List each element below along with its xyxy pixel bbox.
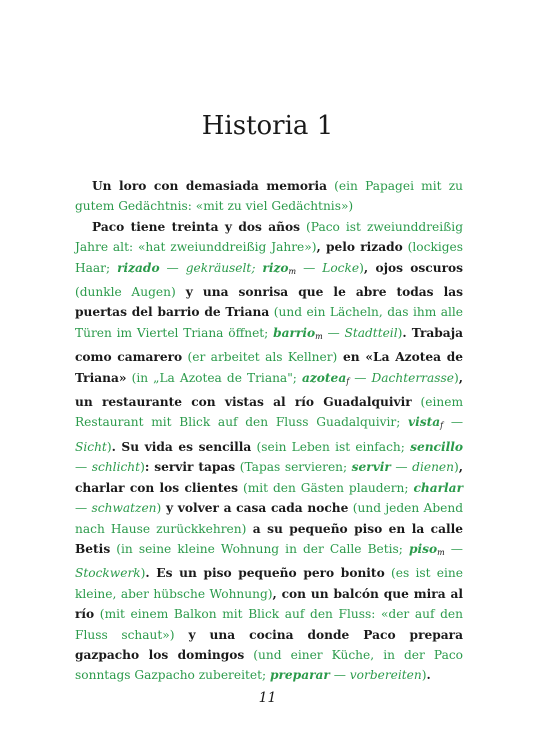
gender-marker: m — [315, 331, 323, 341]
german-gloss: (und einer Küche, in der Paco sonntags Gazpacho zubereitet; — [75, 647, 463, 683]
german-gloss: (dunkle Augen) — [75, 285, 176, 300]
german-gloss: (in „La Azotea de Triana"; — [126, 370, 302, 385]
paragraph — [75, 217, 463, 686]
vocab-translation: — Stockwerk — [75, 541, 463, 581]
spanish-text: , charlar con los clientes — [75, 460, 463, 495]
vocab-word: azotea — [301, 370, 347, 385]
german-gloss: ) — [397, 325, 403, 340]
german-gloss: (Paco ist zweiunddreißig Jahre alt: «hat zweiunddreißig Jahre») — [75, 219, 463, 255]
german-gloss: (und jeden Abend nach Hause zurückkehren) — [75, 501, 463, 536]
vocab-translation: — schlicht — [75, 460, 141, 475]
spanish-text: , pelo rizado — [316, 240, 403, 255]
german-gloss: (ein Papagei mit zu gutem Gedächtnis: «mit zu viel Gedächtnis») — [75, 179, 463, 214]
german-gloss: (und ein Lächeln, das ihm alle Türen im Viertel Triana öffnet; — [75, 305, 463, 340]
vocab-word: servir — [351, 460, 391, 475]
vocab-word: rizado — [117, 260, 160, 275]
german-gloss: (er arbeitet als Kellner) — [182, 350, 338, 365]
german-gloss: ) — [453, 460, 459, 475]
german-gloss: (einem Restaurant mit Blick auf den Fluss Guadalquivir; — [75, 395, 464, 430]
spanish-text: , ojos oscuros — [363, 260, 463, 275]
spanish-text: . Es un piso pequeño pero bonito — [145, 566, 385, 581]
german-gloss: (lockiges Haar; — [75, 240, 463, 275]
german-gloss: ) — [140, 460, 145, 475]
gender-marker: f — [346, 376, 350, 386]
vocab-translation: — Locke — [296, 260, 360, 275]
german-gloss: ) — [106, 439, 112, 454]
vocab-word: barrio — [273, 325, 316, 340]
vocab-word: rizo — [262, 260, 289, 275]
spanish-text: . Trabaja como camarero — [75, 325, 463, 365]
vocab-translation: — Stadtteil — [322, 325, 398, 340]
german-gloss: (mit den Gästen plaudern; — [238, 480, 414, 495]
vocab-translation: — schwatzen — [75, 501, 157, 516]
page-number: 11 — [258, 690, 277, 706]
german-gloss: ) — [359, 260, 364, 275]
gender-marker: f — [440, 421, 444, 431]
vocab-translation: — dienen — [390, 460, 454, 475]
gender-marker: m — [437, 547, 445, 557]
paragraph — [75, 176, 463, 217]
vocab-translation: — gekräuselt; — [159, 260, 263, 275]
spanish-text: . — [426, 668, 431, 683]
german-gloss: (sein Leben ist einfach; — [251, 439, 411, 454]
german-gloss: ) — [453, 370, 459, 385]
german-gloss: ) — [421, 668, 427, 683]
german-gloss: (es ist eine kleine, aber hübsche Wohnung) — [75, 566, 463, 601]
spanish-text: Un loro con demasiada memoria — [92, 179, 327, 193]
vocab-word: piso — [408, 541, 438, 556]
spanish-text: y una sonrisa que le abre todas las puertas del barrio de Triana — [75, 285, 463, 320]
vocab-translation: — Dachterrasse — [349, 370, 454, 385]
german-gloss: (in seine kleine Wohnung in der Calle Betis; — [110, 541, 409, 556]
german-gloss: ) — [156, 501, 162, 516]
spanish-text: Paco tiene treinta y dos años — [92, 219, 301, 234]
chapter-title: Historia 1 — [201, 111, 334, 141]
vocab-translation: — vorbereiten — [329, 668, 422, 683]
spanish-text: , un restaurante con vistas al río Guadalquivir — [75, 370, 463, 410]
vocab-word: sencillo — [410, 439, 463, 454]
spanish-text: y volver a casa cada noche — [161, 501, 349, 516]
spanish-text: . Su vida es sencilla — [111, 439, 252, 454]
vocab-translation: — Sicht — [75, 415, 464, 454]
spanish-text: : servir tapas — [144, 460, 236, 475]
gender-marker: m — [288, 266, 297, 276]
vocab-word: preparar — [269, 668, 330, 683]
vocab-word: charlar — [413, 480, 463, 495]
vocab-word: vista — [408, 415, 441, 430]
spanish-text: en «La Azotea de Triana» — [75, 350, 464, 385]
story-text — [75, 176, 463, 686]
german-gloss: (mit einem Balkon mit Blick auf den Fluss: «der auf den Fluss schaut») — [75, 607, 463, 642]
german-gloss: ) — [140, 566, 146, 581]
german-gloss: (Tapas servieren; — [235, 460, 352, 475]
spanish-text: a su pequeño piso en la calle Betis — [75, 521, 464, 556]
spanish-text: , con un balcón que mira al río — [75, 586, 463, 622]
spanish-text: y una cocina donde Paco prepara gazpacho los domingos — [75, 627, 463, 662]
